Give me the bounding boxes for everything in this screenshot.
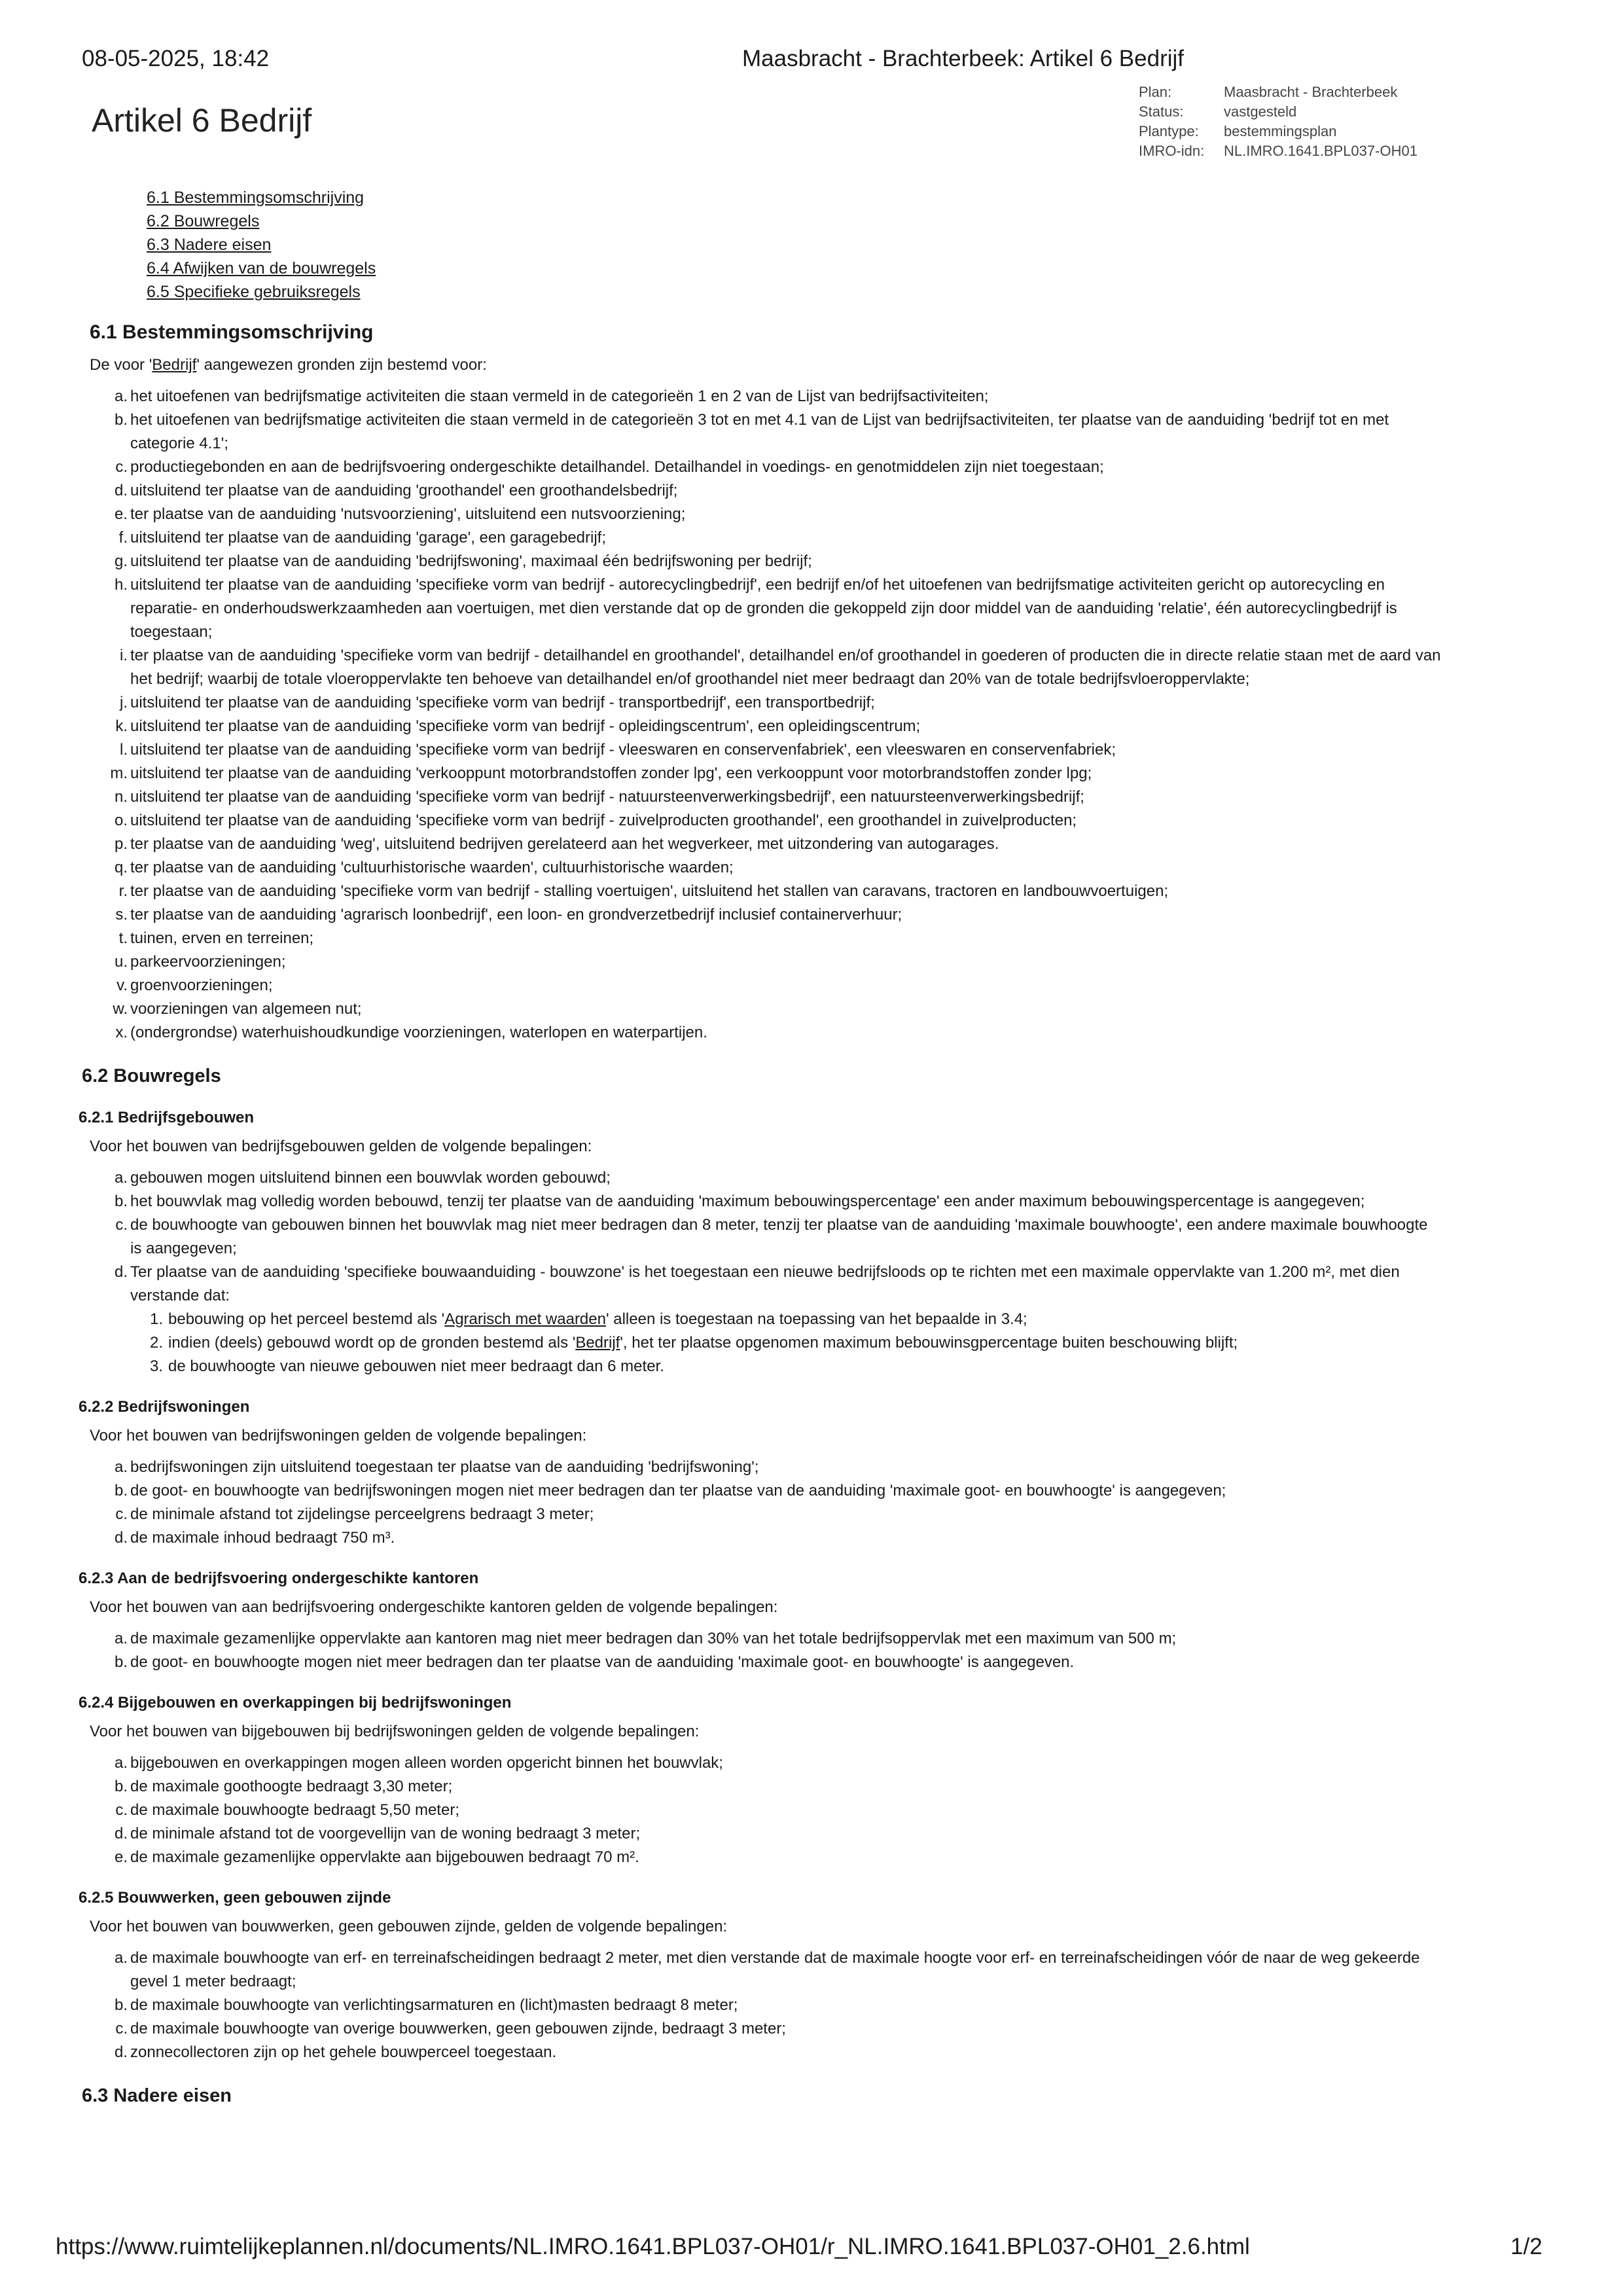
list-marker: d. <box>114 1529 128 1547</box>
list-item <box>108 526 1443 550</box>
list-item <box>108 833 1443 856</box>
bedrijf-link[interactable]: Bedrijf <box>152 356 197 374</box>
list-marker: g. <box>114 552 128 570</box>
list-item <box>108 550 1443 573</box>
list-item-text: uitsluitend ter plaatse van de aanduiding 'verkooppunt motorbrandstoffen zonder lpg', een verkooppunt voor motorbrandstoffen zonder lpg; <box>130 764 1092 782</box>
list-item <box>108 573 1443 644</box>
list-item-text: uitsluitend ter plaatse van de aanduiding 'specifieke vorm van bedrijf - natuursteenverwerkingsbedrijf', een natuursteenverwerkingsbedrijf; <box>130 788 1084 806</box>
list-item-text: de goot- en bouwhoogte mogen niet meer bedragen dan ter plaatse van de aanduiding 'maximale goot- en bouwhoogte' is aangegeven. <box>130 1653 1075 1671</box>
list-item-text: tuinen, erven en terreinen; <box>130 929 314 947</box>
list-item-text: gebouwen mogen uitsluitend binnen een bouwvlak worden gebouwd; <box>130 1169 611 1187</box>
list-item <box>108 2017 1443 2041</box>
list-marker: m. <box>110 764 128 782</box>
section-heading: 6.3 Nadere eisen <box>82 2085 232 2106</box>
toc-link-6-2[interactable]: 6.2 Bouwregels <box>147 212 260 230</box>
list-marker: b. <box>114 1482 128 1499</box>
list-item: 3. de bouwhoogte van nieuwe gebouwen niet meer bedraagt dan 6 meter. <box>150 1357 664 1375</box>
list-item-text: de minimale afstand tot zijdelingse perceelgrens bedraagt 3 meter; <box>130 1505 594 1523</box>
list-item <box>108 785 1443 809</box>
list-item-text: uitsluitend ter plaatse van de aanduiding 'specifieke vorm van bedrijf - zuivelproducten groothandel', een groothandel in zuivelproducten; <box>130 812 1077 829</box>
list-marker: l. <box>120 741 128 759</box>
print-datetime: 08-05-2025, 18:42 <box>82 46 270 71</box>
list-item-text: uitsluitend ter plaatse van de aanduiding 'specifieke vorm van bedrijf - autorecyclingbedrijf', een bedrijf en/of het uitoefenen van bedrijfsmatige activiteiten gericht op autorecycling en reparatie- en onderhoudswerkzaamheden aan voertuigen, met dien verstande dat op de gronden die gekoppeld zijn door middel van de aanduiding 'relatie', één autorecyclingbedrijf is toegestaan; <box>130 576 1397 641</box>
list-item-text: uitsluitend ter plaatse van de aanduiding 'groothandel' een groothandelsbedrijf; <box>130 482 678 499</box>
subsection-intro: Voor het bouwen van bijgebouwen bij bedrijfswoningen gelden de volgende bepalingen: <box>90 1723 700 1740</box>
list-item-text: de maximale inhoud bedraagt 750 m³. <box>130 1529 395 1547</box>
list-item-text: het uitoefenen van bedrijfsmatige activiteiten die staan vermeld in de categorieën 1 en 2 van de Lijst van bedrijfsactiviteiten; <box>130 387 989 405</box>
list-marker: e. <box>114 505 128 523</box>
list-marker: k. <box>115 717 128 735</box>
list-marker: s. <box>115 906 128 924</box>
list-marker: a. <box>114 1949 128 1967</box>
subsection-heading: 6.2.2 Bedrijfswoningen <box>79 1398 250 1416</box>
list-marker: v. <box>116 977 128 994</box>
subsection-heading: 6.2.5 Bouwwerken, geen gebouwen zijnde <box>79 1889 391 1907</box>
list-item <box>108 880 1443 903</box>
list-item <box>108 1751 1443 1775</box>
meta-row-status: Status: vastgesteld <box>1139 103 1297 120</box>
plan-metadata <box>1139 82 1418 161</box>
list-item-text: uitsluitend ter plaatse van de aanduiding 'garage', een garagebedrijf; <box>130 529 607 547</box>
meta-row-plan: Plan: Maasbracht - Brachterbeek <box>1139 84 1398 100</box>
list-item-text: productiegebonden en aan de bedrijfsvoering ondergeschikte detailhandel. Detailhandel in voedings- en genotmiddelen zijn niet toegestaan; <box>130 458 1104 476</box>
list-item-text: bijgebouwen en overkappingen mogen alleen worden opgericht binnen het bouwvlak; <box>130 1754 723 1772</box>
list-marker: p. <box>114 835 128 853</box>
list-marker: a. <box>114 1630 128 1647</box>
subsection-intro: Voor het bouwen van aan bedrijfsvoering ondergeschikte kantoren gelden de volgende bepalingen: <box>90 1598 778 1616</box>
list-marker: a. <box>114 1458 128 1476</box>
list-item-text: het uitoefenen van bedrijfsmatige activiteiten die staan vermeld in de categorieën 3 tot en met 4.1 van de Lijst van bedrijfsactiviteiten, ter plaatse van de aanduiding 'bedrijf tot en met categorie 4.1'; <box>130 411 1389 452</box>
toc-link-6-5[interactable]: 6.5 Specifieke gebruiksregels <box>147 283 361 301</box>
subsection-heading: 6.2.3 Aan de bedrijfsvoering ondergeschikte kantoren <box>79 1570 479 1587</box>
list-marker: a. <box>114 387 128 405</box>
list-item <box>108 1456 1443 1479</box>
table-of-contents <box>147 186 376 304</box>
list-marker: e. <box>114 1848 128 1866</box>
list-item-text: de maximale bouwhoogte bedraagt 5,50 meter; <box>130 1801 459 1819</box>
provision-list <box>69 1751 1443 1869</box>
list-marker: c. <box>115 458 128 476</box>
list-marker: d. <box>114 1263 128 1281</box>
list-item-text: de maximale gezamenlijke oppervlakte aan kantoren mag niet meer bedragen dan 30% van het totale bedrijfsoppervlak met een maximum van 500 m; <box>130 1630 1177 1647</box>
list-item <box>108 762 1443 785</box>
section-heading: 6.1 Bestemmingsomschrijving <box>90 321 374 343</box>
toc-link-6-3[interactable]: 6.3 Nadere eisen <box>147 236 272 254</box>
provision-list <box>69 1627 1443 1674</box>
list-item <box>108 809 1443 833</box>
list-item <box>108 503 1443 526</box>
subsection-heading: 6.2.1 Bedrijfsgebouwen <box>79 1109 255 1126</box>
list-marker: d. <box>114 482 128 499</box>
list-item-text: groenvoorzieningen; <box>130 977 273 994</box>
list-item <box>108 1627 1443 1651</box>
list-item <box>108 1775 1443 1799</box>
subsection-heading: 6.2.4 Bijgebouwen en overkappingen bij bedrijfswoningen <box>79 1694 512 1712</box>
list-item-text: de maximale bouwhoogte van overige bouwwerken, geen gebouwen zijnde, bedraagt 3 meter; <box>130 2020 786 2037</box>
section-intro: De voor 'Bedrijf' aangewezen gronden zijn bestemd voor: <box>90 356 487 374</box>
list-item-text: ter plaatse van de aanduiding 'nutsvoorziening', uitsluitend een nutsvoorziening; <box>130 505 686 523</box>
list-item <box>108 715 1443 738</box>
provision-list <box>69 1456 1443 1550</box>
list-item-text: bedrijfswoningen zijn uitsluitend toegestaan ter plaatse van de aanduiding 'bedrijfswoning'; <box>130 1458 759 1476</box>
list-item <box>108 1799 1443 1822</box>
list-item-text: ter plaatse van de aanduiding 'specifieke vorm van bedrijf - stalling voertuigen', uitsluitend het stallen van caravans, tractoren en landbouwvoertuigen; <box>130 882 1169 900</box>
list-item-text: (ondergrondse) waterhuishoudkundige voorzieningen, waterlopen en waterpartijen. <box>130 1024 707 1041</box>
list-marker: b. <box>114 411 128 429</box>
list-item-text: uitsluitend ter plaatse van de aanduiding 'bedrijfswoning', maximaal één bedrijfswoning per bedrijf; <box>130 552 812 570</box>
provision-list <box>69 385 1443 1045</box>
print-page-title: Maasbracht - Brachterbeek: Artikel 6 Bedrijf <box>742 46 1185 71</box>
list-item-text: ter plaatse van de aanduiding 'weg', uitsluitend bedrijven gerelateerd aan het wegverkeer, met uitzondering van autogarages. <box>130 835 999 853</box>
list-marker: w. <box>113 1000 128 1018</box>
list-item <box>108 1503 1443 1526</box>
list-marker: t. <box>118 929 128 947</box>
provision-list <box>69 1166 1443 1308</box>
page-number: 1/2 <box>1510 2234 1543 2259</box>
agrarisch-met-waarden-link[interactable]: Agrarisch met waarden <box>444 1310 606 1328</box>
list-marker: d. <box>114 2043 128 2061</box>
list-item <box>108 1946 1443 1994</box>
list-marker: c. <box>115 1216 128 1234</box>
toc-link-6-1[interactable]: 6.1 Bestemmingsomschrijving <box>147 188 365 207</box>
list-item-text: de bouwhoogte van gebouwen binnen het bouwvlak mag niet meer bedragen dan 8 meter, tenzij ter plaatse van de aanduiding 'maximale bouwhoogte', een andere maximale bouwhoogte is aangegeven; <box>130 1216 1428 1257</box>
section-6-2 <box>69 1063 1443 2064</box>
list-marker: x. <box>115 1024 128 1041</box>
list-item-text: zonnecollectoren zijn op het gehele bouwperceel toegestaan. <box>130 2043 557 2061</box>
list-item-text: parkeervoorzieningen; <box>130 953 286 971</box>
subsection-intro: Voor het bouwen van bouwwerken, geen gebouwen zijnde, gelden de volgende bepalingen: <box>90 1918 728 1935</box>
list-item <box>108 1526 1443 1550</box>
list-item-text: ter plaatse van de aanduiding 'cultuurhistorische waarden', cultuurhistorische waarden; <box>130 859 734 876</box>
list-marker: q. <box>114 859 128 876</box>
list-item <box>108 1261 1443 1308</box>
list-marker: a. <box>114 1169 128 1187</box>
list-item-text: uitsluitend ter plaatse van de aanduiding 'specifieke vorm van bedrijf - vleeswaren en conservenfabriek', een vleeswaren en conservenfabriek; <box>130 741 1116 759</box>
list-item <box>108 644 1443 691</box>
list-item <box>108 456 1443 479</box>
list-item-text: de maximale bouwhoogte van verlichtingsarmaturen en (licht)masten bedraagt 8 meter; <box>130 1996 738 2014</box>
list-item-text: de maximale goothoogte bedraagt 3,30 meter; <box>130 1778 453 1795</box>
list-marker: i. <box>120 647 128 664</box>
document-title: Artikel 6 Bedrijf <box>92 102 312 139</box>
list-item <box>108 1213 1443 1261</box>
list-item <box>108 1651 1443 1674</box>
list-item <box>108 856 1443 880</box>
toc-link-6-4[interactable]: 6.4 Afwijken van de bouwregels <box>147 259 376 278</box>
meta-row-imro: IMRO-idn: NL.IMRO.1641.BPL037-OH01 <box>1139 143 1418 159</box>
subsection-intro: Voor het bouwen van bedrijfsgebouwen gelden de volgende bepalingen: <box>90 1138 592 1155</box>
list-item <box>108 1166 1443 1190</box>
list-item <box>108 691 1443 715</box>
article-content <box>69 319 1443 2117</box>
list-item <box>108 1479 1443 1503</box>
list-item-text: uitsluitend ter plaatse van de aanduiding 'specifieke vorm van bedrijf - opleidingscentrum', een opleidingscentrum; <box>130 717 921 735</box>
list-marker: n. <box>114 788 128 806</box>
list-item <box>108 1021 1443 1045</box>
list-item <box>108 927 1443 950</box>
list-item-text: het bouwvlak mag volledig worden bebouwd, tenzij ter plaatse van de aanduiding 'maximum bebouwingspercentage' een ander maximum bebouwingspercentage is aangegeven; <box>130 1193 1365 1210</box>
list-marker: c. <box>115 1505 128 1523</box>
list-item: 1. bebouwing op het perceel bestemd als 'Agrarisch met waarden' alleen is toegestaan na toepassing van het bepaalde in 3.4; <box>150 1310 1027 1328</box>
section-heading: 6.2 Bouwregels <box>82 1066 221 1086</box>
subsection-intro: Voor het bouwen van bedrijfswoningen gelden de volgende bepalingen: <box>90 1427 587 1444</box>
list-item-text: ter plaatse van de aanduiding 'agrarisch loonbedrijf', een loon- en grondverzetbedrijf inclusief containerverhuur; <box>130 906 902 924</box>
list-item-text: de goot- en bouwhoogte van bedrijfswoningen mogen niet meer bedragen dan ter plaatse van de aanduiding 'maximale goot- en bouwhoogte' is aangegeven; <box>130 1482 1226 1499</box>
section-6-3 <box>69 2083 1443 2109</box>
bedrijf-link[interactable]: Bedrijf <box>575 1334 620 1352</box>
provision-list <box>69 1946 1443 2064</box>
list-marker: b. <box>114 1653 128 1671</box>
list-item <box>108 1846 1443 1869</box>
list-marker: u. <box>114 953 128 971</box>
list-item-text: de maximale gezamenlijke oppervlakte aan bijgebouwen bedraagt 70 m². <box>130 1848 639 1866</box>
footer-url: https://www.ruimtelijkeplannen.nl/documents/NL.IMRO.1641.BPL037-OH01/r_NL.IMRO.1641.BPL037-OH01_2.6.html <box>56 2234 1250 2259</box>
list-item <box>108 1190 1443 1213</box>
list-marker: h. <box>114 576 128 594</box>
list-marker: b. <box>114 1193 128 1210</box>
list-item <box>108 1822 1443 1846</box>
list-marker: a. <box>114 1754 128 1772</box>
list-item <box>108 1994 1443 2017</box>
list-marker: r. <box>118 882 128 900</box>
list-item-text: voorzieningen van algemeen nut; <box>130 1000 362 1018</box>
list-marker: c. <box>115 1801 128 1819</box>
list-item: 2. indien (deels) gebouwd wordt op de gronden bestemd als 'Bedrijf', het ter plaatse opgenomen maximum bebouwinsgpercentage buiten beschouwing blijft; <box>150 1334 1238 1352</box>
list-marker: o. <box>114 812 128 829</box>
list-item-text: Ter plaatse van de aanduiding 'specifieke bouwaanduiding - bouwzone' is het toegestaan een nieuwe bedrijfsloods op te richten met een maximale oppervlakte van 1.200 m², met dien verstande dat: <box>130 1263 1400 1304</box>
sub-provision-list <box>69 1308 1443 1378</box>
list-marker: c. <box>115 2020 128 2037</box>
meta-row-plantype: Plantype: bestemmingsplan <box>1139 123 1337 139</box>
list-item <box>108 950 1443 974</box>
list-item <box>108 738 1443 762</box>
list-item <box>108 385 1443 408</box>
list-item-text: ter plaatse van de aanduiding 'specifieke vorm van bedrijf - detailhandel en groothandel', detailhandel en/of groothandel in goederen of producten die in directe relatie staan met de aard van het bedrijf; waarbij de totale vloeroppervlakte ten behoeve van detailhandel en/of groothandel niet meer bedraagt dan 20% van de totale bedrijfsvloeroppervlakte; <box>130 647 1441 688</box>
list-marker: f. <box>118 529 128 547</box>
list-item <box>108 408 1443 456</box>
list-marker: b. <box>114 1996 128 2014</box>
list-item-text: de maximale bouwhoogte van erf- en terreinafscheidingen bedraagt 2 meter, met dien verstande dat de maximale hoogte voor erf- en terreinafscheidingen vóór de naar de weg gekeerde gevel 1 meter bedraagt; <box>130 1949 1420 1990</box>
list-item-text: uitsluitend ter plaatse van de aanduiding 'specifieke vorm van bedrijf - transportbedrijf', een transportbedrijf; <box>130 694 875 711</box>
list-item <box>108 903 1443 927</box>
section-6-1 <box>69 319 1443 1045</box>
list-marker: d. <box>114 1825 128 1842</box>
list-item <box>108 2041 1443 2064</box>
list-marker: b. <box>114 1778 128 1795</box>
list-item <box>108 479 1443 503</box>
list-item <box>108 997 1443 1021</box>
list-marker: j. <box>120 694 128 711</box>
list-item <box>108 974 1443 997</box>
list-item-text: de minimale afstand tot de voorgevellijn van de woning bedraagt 3 meter; <box>130 1825 641 1842</box>
